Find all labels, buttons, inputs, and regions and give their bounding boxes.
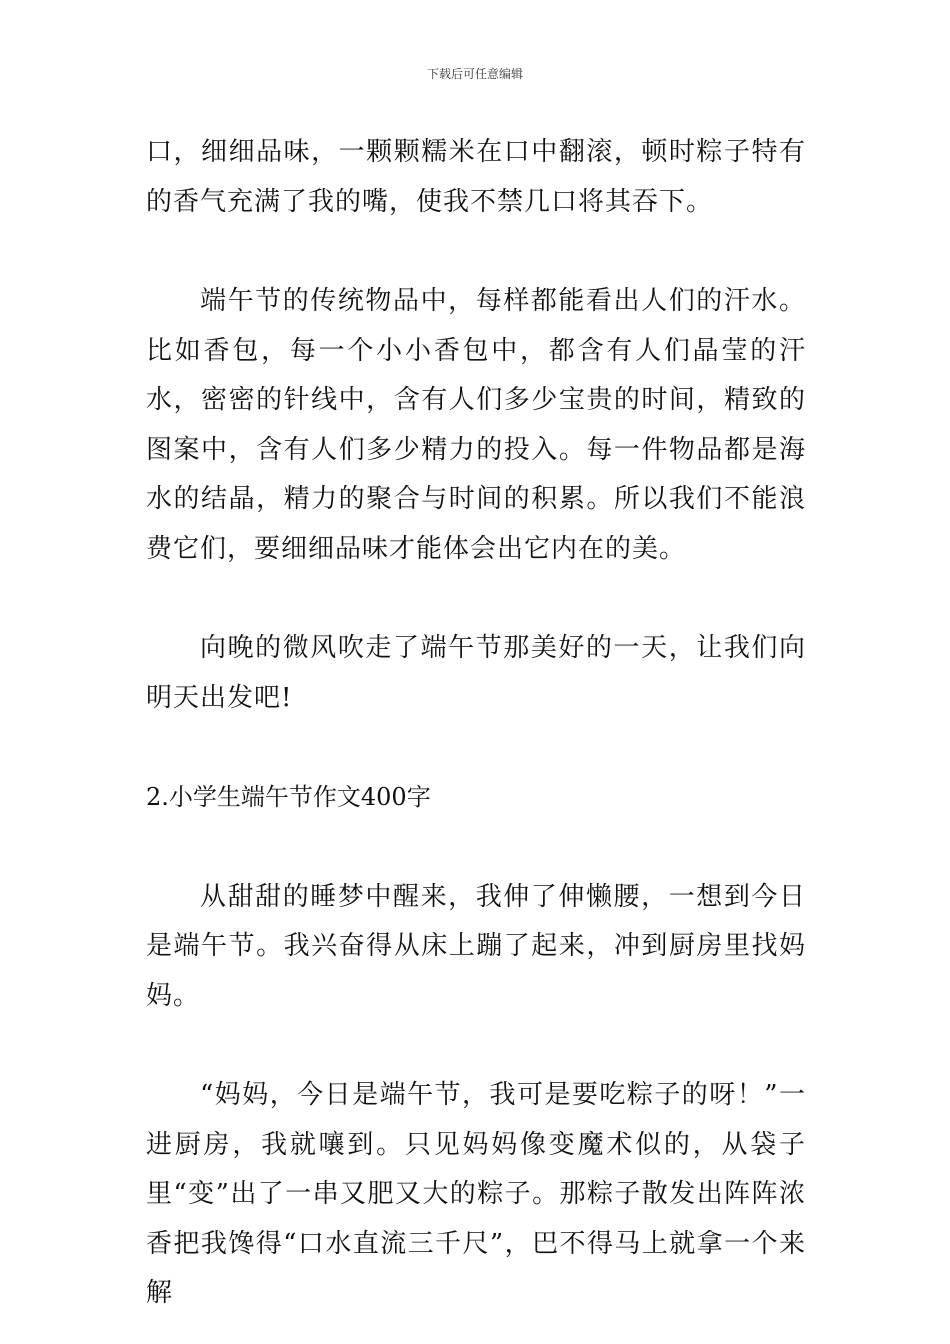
- section-heading: 2.小学生端午节作文400字: [146, 783, 431, 811]
- paragraph-gap: [146, 574, 806, 624]
- paragraph-waking-up: 从甜甜的睡梦中醒来，我伸了伸懒腰，一想到今日是端午节。我兴奋得从床上蹦了起来，冲到厨房里找妈妈。: [146, 881, 806, 1011]
- paragraph-traditional-items: 端午节的传统物品中，每样都能看出人们的汗水。比如香包，每一个小小香包中，都含有人们晶莹的汗水，密密的针线中，含有人们多少宝贵的时间，精致的图案中，含有人们多少精力的投入。每一件物品都是海水的结晶，精力的聚合与时间的积累。所以我们不能浪费它们，要细细品味才能体会出它内在的美。: [146, 286, 806, 564]
- paragraph-gap: [146, 823, 806, 873]
- paragraph-evening-breeze: 向晚的微风吹走了端午节那美好的一天，让我们向明天出发吧!: [146, 633, 806, 713]
- paragraph-continuation: 口，细细品味，一颗颗糯米在口中翻滚，顿时粽子特有的香气充满了我的嘴，使我不禁几口将其吞下。: [146, 137, 806, 217]
- paragraph-gap: [146, 1021, 806, 1071]
- document-body: [146, 128, 806, 1319]
- paragraph-gap: [146, 723, 806, 773]
- paragraph-zongzi: “妈妈，今日是端午节，我可是要吃粽子的呀！”一进厨房，我就嚷到。只见妈妈像变魔术似的，从袋子里“变”出了一串又肥又大的粽子。那粽子散发出阵阵浓香把我馋得“口水直流三千尺”，巴不得马上就拿一个来解: [146, 1080, 806, 1308]
- paragraph-gap: [146, 227, 806, 277]
- page-header: 下载后可任意编辑: [426, 67, 523, 81]
